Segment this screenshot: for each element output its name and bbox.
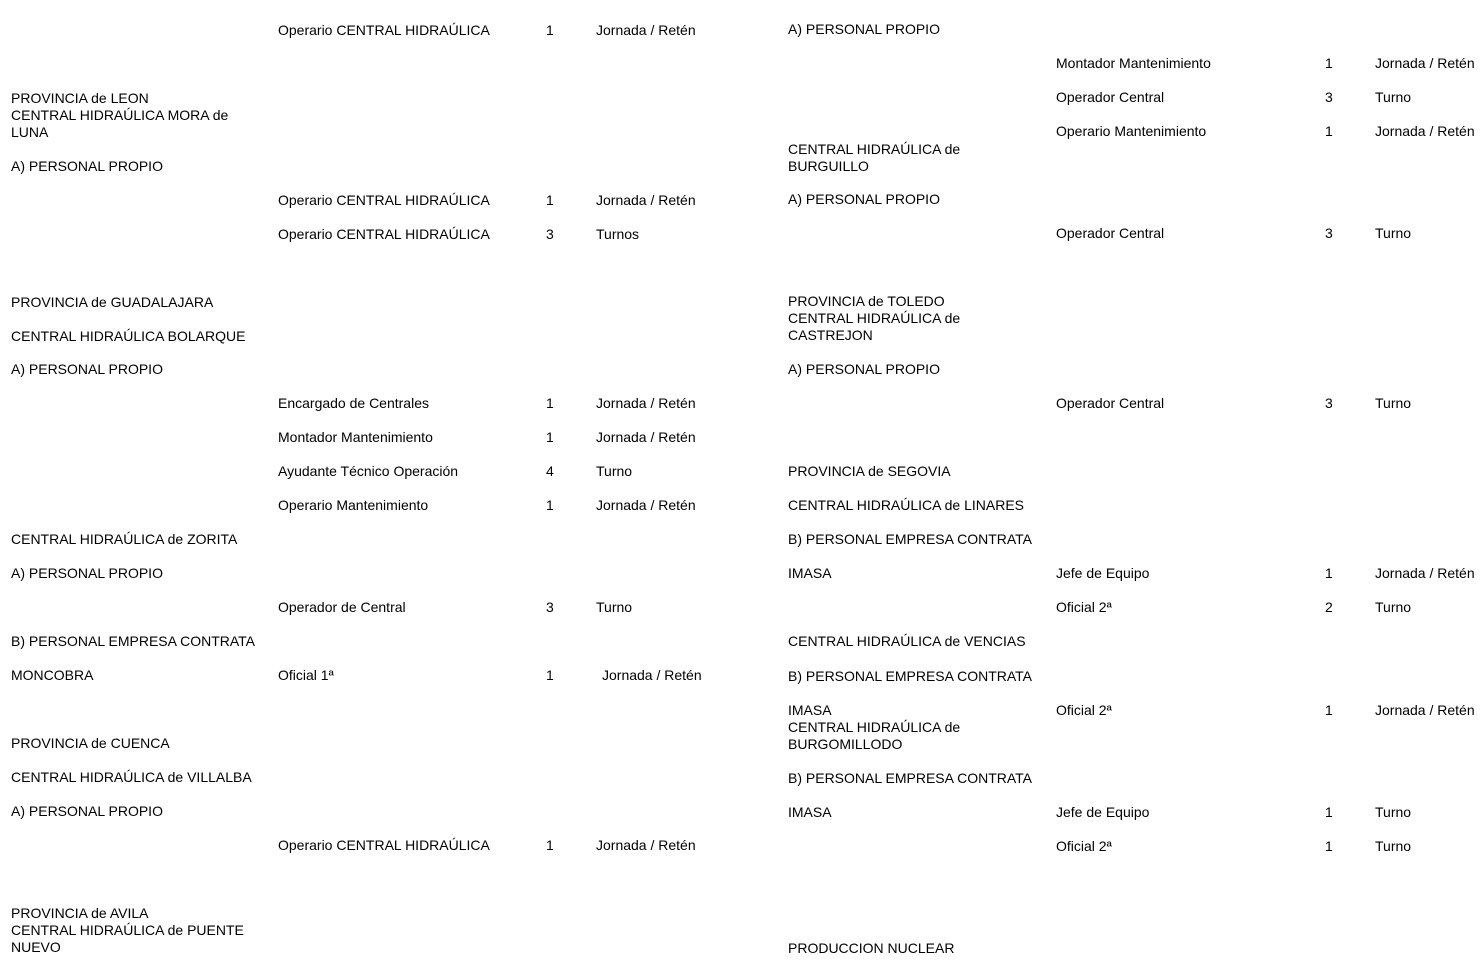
province-heading-avila: PROVINCIA de AVILA CENTRAL HIDRAÚLICA de PUENTE NUEVO [11,905,244,955]
section-heading: A) PERSONAL PROPIO [788,361,940,377]
province-heading-cuenca: PROVINCIA de CUENCA [11,735,170,751]
staff-count: 3 [1325,225,1333,241]
plant-heading-vencias: CENTRAL HIDRAÚLICA de VENCIAS [788,633,1026,649]
work-schedule: Turno [1375,225,1412,241]
staff-count: 1 [1325,702,1333,718]
job-title: Oficial 1ª [278,667,334,683]
job-title: Montador Mantenimiento [1056,55,1211,71]
work-schedule: Turno [1375,804,1412,820]
job-title: Ayudante Técnico Operación [278,463,459,479]
section-heading: B) PERSONAL EMPRESA CONTRATA [788,770,1033,786]
province-heading-guadalajara: PROVINCIA de GUADALAJARA [11,294,214,310]
work-schedule: Turno [596,599,633,615]
job-title: Operador Central [1056,225,1165,241]
section-heading: A) PERSONAL PROPIO [788,191,940,207]
section-heading: A) PERSONAL PROPIO [11,361,163,377]
staff-count: 3 [546,226,554,242]
staff-count: 1 [546,429,554,445]
staff-count: 1 [1325,123,1333,139]
job-title: Operario CENTRAL HIDRAÚLICA [278,226,490,242]
staff-count: 1 [546,22,554,38]
section-heading: A) PERSONAL PROPIO [11,803,163,819]
job-title: Oficial 2ª [1056,838,1112,854]
work-schedule: Turno [1375,599,1412,615]
work-schedule: Turno [596,463,633,479]
work-schedule: Jornada / Retén [596,192,696,208]
work-schedule: Jornada / Retén [1375,123,1475,139]
section-heading: A) PERSONAL PROPIO [788,21,940,37]
staff-count: 3 [1325,395,1333,411]
staff-count: 1 [546,667,554,683]
staff-count: 1 [546,192,554,208]
plant-heading-linares: CENTRAL HIDRAÚLICA de LINARES [788,497,1024,513]
job-title: Jefe de Equipo [1056,804,1150,820]
contractor-name: IMASA [788,804,832,820]
section-heading: B) PERSONAL EMPRESA CONTRATA [788,531,1033,547]
section-heading: A) PERSONAL PROPIO [11,565,163,581]
staff-count: 1 [1325,55,1333,71]
plant-heading-villalba: CENTRAL HIDRAÚLICA de VILLALBA [11,769,252,785]
staff-count: 1 [546,497,554,513]
staff-count: 3 [1325,89,1333,105]
work-schedule: Turno [1375,395,1412,411]
work-schedule: Jornada / Retén [1375,55,1475,71]
province-heading-segovia: PROVINCIA de SEGOVIA [788,463,951,479]
job-title: Montador Mantenimiento [278,429,433,445]
work-schedule: Turno [1375,89,1412,105]
job-title: Jefe de Equipo [1056,565,1150,581]
work-schedule: Jornada / Retén [596,429,696,445]
province-heading-leon: PROVINCIA de LEON CENTRAL HIDRAÚLICA MORA de LUNA [11,90,229,140]
staff-count: 1 [1325,804,1333,820]
job-title: Operario Mantenimiento [1056,123,1207,139]
work-schedule: Turnos [596,226,640,242]
staff-count: 4 [546,463,554,479]
plant-heading-bolarque: CENTRAL HIDRAÚLICA BOLARQUE [11,328,246,344]
staff-count: 1 [546,837,554,853]
work-schedule: Jornada / Retén [602,667,702,683]
work-schedule: Jornada / Retén [596,497,696,513]
work-schedule: Jornada / Retén [596,837,696,853]
section-heading: A) PERSONAL PROPIO [11,158,163,174]
work-schedule: Jornada / Retén [1375,702,1475,718]
contractor-and-plant-heading-burgomillodo: IMASA CENTRAL HIDRAÚLICA de BURGOMILLODO [788,702,961,752]
job-title: Operador Central [1056,89,1165,105]
staff-count: 1 [546,395,554,411]
job-title: Oficial 2ª [1056,702,1112,718]
section-heading: B) PERSONAL EMPRESA CONTRATA [788,668,1033,684]
staff-count: 1 [1325,565,1333,581]
job-title: Operario CENTRAL HIDRAÚLICA [278,192,490,208]
work-schedule: Jornada / Retén [596,22,696,38]
staff-count: 3 [546,599,554,615]
job-title: Encargado de Centrales [278,395,429,411]
work-schedule: Jornada / Retén [596,395,696,411]
section-heading: B) PERSONAL EMPRESA CONTRATA [11,633,256,649]
staff-count: 2 [1325,599,1333,615]
plant-heading-zorita: CENTRAL HIDRAÚLICA de ZORITA [11,531,238,547]
job-title: Operador Central [1056,395,1165,411]
section-heading-nuclear-production: PRODUCCION NUCLEAR [788,940,955,956]
job-title: Operador de Central [278,599,406,615]
contractor-name: MONCOBRA [11,667,94,683]
job-title: Operario Mantenimiento [278,497,429,513]
job-title: Operario CENTRAL HIDRAÚLICA [278,22,490,38]
work-schedule: Turno [1375,838,1412,854]
job-title: Operario CENTRAL HIDRAÚLICA [278,837,490,853]
job-title: Oficial 2ª [1056,599,1112,615]
staff-count: 1 [1325,838,1333,854]
work-schedule: Jornada / Retén [1375,565,1475,581]
province-heading-toledo: PROVINCIA de TOLEDO CENTRAL HIDRAÚLICA de CASTREJON [788,293,961,343]
contractor-name: IMASA [788,565,832,581]
plant-heading-burguillo: CENTRAL HIDRAÚLICA de BURGUILLO [788,141,961,174]
